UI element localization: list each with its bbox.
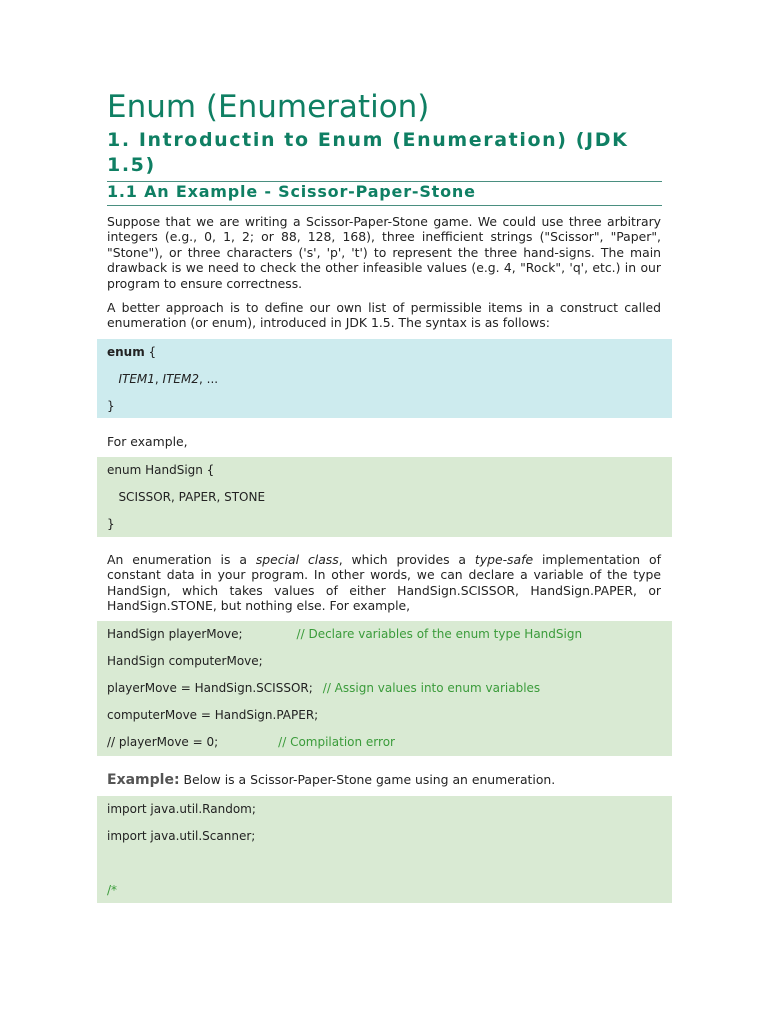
import-code-box	[97, 796, 672, 903]
code-comment-start: /*	[107, 883, 118, 897]
code-comment: // Compilation error	[278, 735, 395, 749]
code-comment: // Declare variables of the enum type HandSign	[296, 627, 583, 641]
section-1-heading: 1. Introductin to Enum (Enumeration) (JDK 1.5)	[107, 129, 629, 176]
code-line: // playerMove = 0; // Compilation error	[107, 735, 395, 749]
code-line: SCISSOR, PAPER, STONE	[107, 490, 266, 504]
code-line: }	[107, 517, 115, 531]
intro-paragraph: Suppose that we are writing a Scissor-Paper-Stone game. We could use three arbitrary integers (e.g., 0, 1, 2; or 88, 128, 168), three inefficient strings ("Scissor", "Paper", "Stone"), or three characters ('s', 'p', 't') to represent the three hand-signs. The main drawback is we need to check the other infeasible values (e.g. 4, "Rock", 'q', etc.) in our program to ensure correctness.	[107, 214, 661, 291]
enumeration-explanation-paragraph: An enumeration is a special class, which provides a type-safe implementation of constant data in your program. In other words, we can declare a variable of the type HandSign, which takes values of either HandSign.SCISSOR, HandSign.PAPER, or HandSign.STONE, but nothing else. For example,	[107, 552, 661, 614]
page-title: Enum (Enumeration)	[107, 89, 430, 125]
code-line: import java.util.Random;	[107, 802, 256, 816]
section-1-1-heading: 1.1 An Example - Scissor-Paper-Stone	[107, 182, 476, 201]
handsign-code-box	[97, 457, 672, 537]
code-comment: // Assign values into enum variables	[322, 681, 541, 695]
for-example-text: For example,	[107, 434, 188, 449]
declare-variables-code-box	[97, 621, 672, 756]
heading-rule-bottom	[107, 205, 662, 206]
example-intro: Example: Below is a Scissor-Paper-Stone game using an enumeration.	[107, 772, 556, 788]
code-line: computerMove = HandSign.PAPER;	[107, 708, 319, 722]
better-approach-paragraph: A better approach is to define our own list of permissible items in a construct called enumeration (or enum), introduced in JDK 1.5. The syntax is as follows:	[107, 300, 661, 331]
code-line: import java.util.Scanner;	[107, 829, 256, 843]
code-line: enum HandSign {	[107, 463, 215, 477]
code-line: }	[107, 399, 115, 413]
code-line: enum {	[107, 345, 157, 359]
enum-syntax-box	[97, 339, 672, 418]
code-line: HandSign computerMove;	[107, 654, 263, 668]
blank-code-line	[107, 850, 662, 877]
example-label: Example:	[107, 772, 180, 788]
code-line: ITEM1, ITEM2, ...	[118, 372, 219, 386]
code-line: HandSign playerMove; // Declare variables of the enum type HandSign	[107, 627, 583, 641]
code-line: playerMove = HandSign.SCISSOR; // Assign values into enum variables	[107, 681, 541, 695]
